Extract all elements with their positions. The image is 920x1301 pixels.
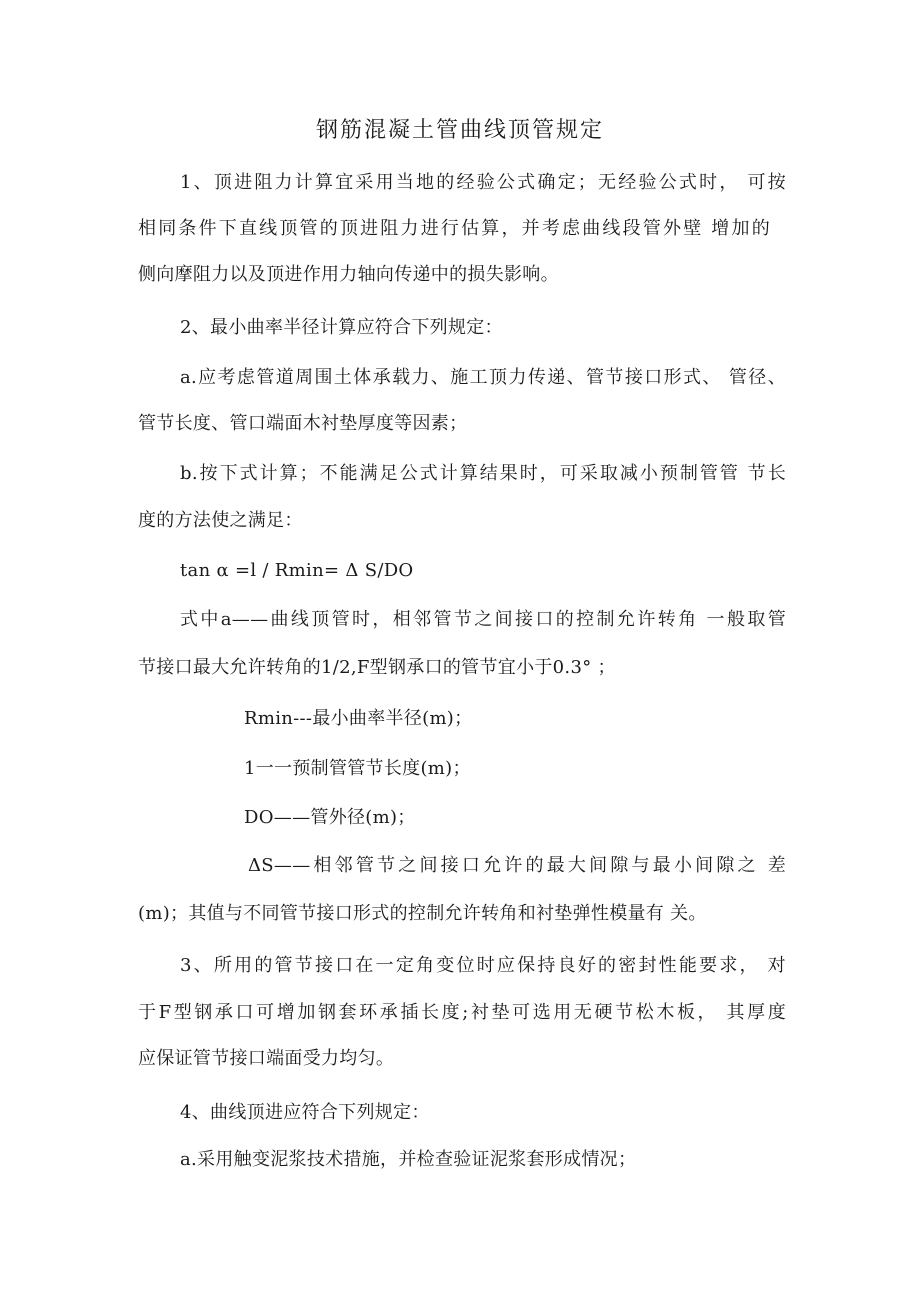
paragraph-line: (m)；其值与不同管节接口形式的控制允许转角和衬垫弹性模量有 关。 bbox=[138, 903, 707, 924]
paragraph-line: a.应考虑管道周围土体承载力、施工顶力传递、管节接口形式、 管径、 bbox=[180, 367, 786, 388]
paragraph-line: 相同条件下直线顶管的顶进阻力进行估算，并考虑曲线段管外壁 增加的 bbox=[138, 218, 770, 239]
paragraph-line: 节接口最大允许转角的1/2,F型钢承口的管节宜小于0.3° ； bbox=[138, 657, 616, 678]
formula-line: tan α =l / Rmin= Δ S/DO bbox=[180, 560, 414, 581]
paragraph-line: 于F型钢承口可增加钢套环承插长度;衬垫可选用无硬节松木板， 其厚度 bbox=[138, 1002, 786, 1023]
paragraph-line: b.按下式计算；不能满足公式计算结果时，可采取减小预制管管 节长 bbox=[180, 463, 786, 484]
definition-line: ΔS——相邻管节之间接口允许的最大间隙与最小间隙之 差 bbox=[248, 855, 786, 876]
paragraph-line: 式中a——曲线顶管时，相邻管节之间接口的控制允许转角 一般取管 bbox=[180, 609, 786, 630]
definition-line: DO——管外径(m)； bbox=[244, 807, 416, 828]
paragraph-line: 侧向摩阻力以及顶进作用力轴向传递中的损失影响。 bbox=[138, 264, 559, 285]
paragraph-line: 1、顶进阻力计算宜采用当地的经验公式确定；无经验公式时， 可按 bbox=[180, 172, 786, 193]
paragraph-line: a.采用触变泥浆技术措施，并检查验证泥浆套形成情况； bbox=[180, 1149, 637, 1170]
paragraph-line: 管节长度、管口端面木衬垫厚度等因素； bbox=[138, 413, 468, 434]
paragraph-line: 度的方法使之满足： bbox=[138, 510, 303, 531]
paragraph-line: 3、所用的管节接口在一定角变位时应保持良好的密封性能要求， 对 bbox=[180, 955, 786, 976]
definition-line: Rmin---最小曲率半径(m)； bbox=[244, 708, 473, 729]
paragraph-line: 应保证管节接口端面受力均匀。 bbox=[138, 1048, 395, 1069]
paragraph-line: 4、曲线顶进应符合下列规定： bbox=[180, 1102, 430, 1123]
document-title: 钢筋混凝土管曲线顶管规定 bbox=[315, 118, 604, 143]
paragraph-line: 2、最小曲率半径计算应符合下列规定： bbox=[180, 317, 503, 338]
definition-line: 1一一预制管管节长度(m)； bbox=[244, 758, 471, 779]
